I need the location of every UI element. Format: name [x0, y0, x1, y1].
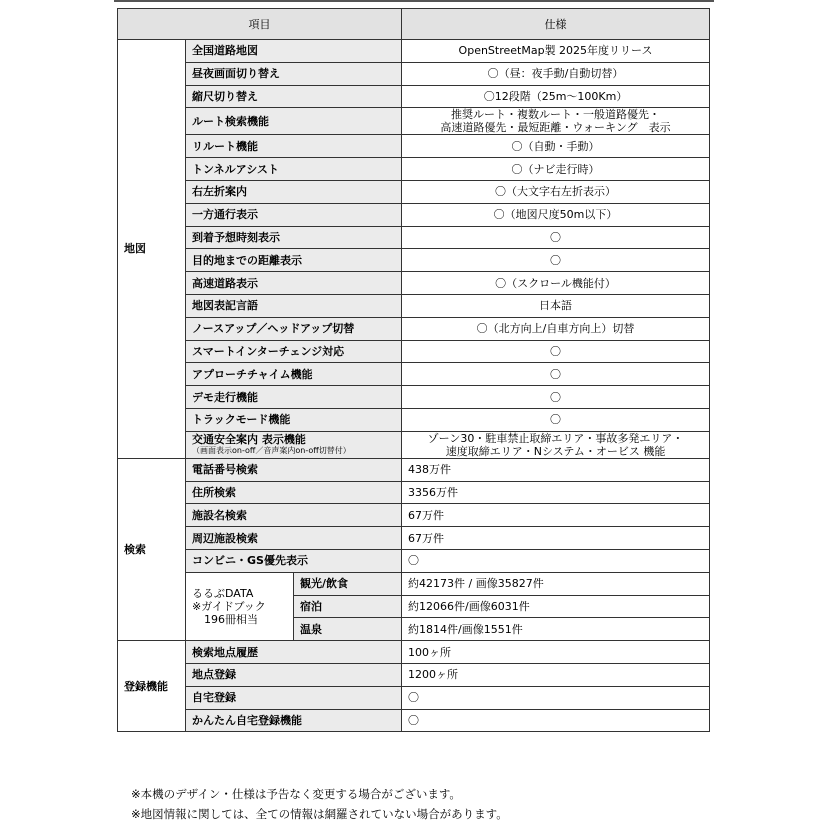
spec-value: 約42173件 / 画像35827件: [402, 572, 710, 595]
table-row: [118, 62, 710, 85]
spec-value: 〇12段階（25m～100Km）: [402, 85, 710, 108]
item-label: スマートインターチェンジ対応: [186, 340, 402, 363]
item-label: ノースアップ／ヘッドアップ切替: [186, 317, 402, 340]
spec-value: OpenStreetMap製 2025年度リリース: [402, 40, 710, 63]
table-row: [118, 108, 710, 135]
table-row: [118, 527, 710, 550]
sub-item-label: 観光/飲食: [294, 572, 402, 595]
item-label: トラックモード機能: [186, 408, 402, 431]
rurubu-line: るるぶDATA: [192, 586, 254, 600]
table-row: [118, 504, 710, 527]
item-label: トンネルアシスト: [186, 158, 402, 181]
table-row: [118, 386, 710, 409]
spec-value: 67万件: [402, 527, 710, 550]
table-row: [118, 158, 710, 181]
spec-value-line: 高速道路優先・最短距離・ウォーキング 表示: [440, 121, 671, 135]
rurubu-line: ※ガイドブック: [192, 599, 266, 613]
spec-value: 〇: [402, 340, 710, 363]
spec-value: 〇（地図尺度50m以下）: [402, 203, 710, 226]
item-label: デモ走行機能: [186, 386, 402, 409]
item-label: 住所検索: [186, 481, 402, 504]
spec-value: 〇（北方向上/自車方向上）切替: [402, 317, 710, 340]
table-row: [118, 340, 710, 363]
table-row: [118, 226, 710, 249]
spec-value-line: ゾーン30・駐車禁止取締エリア・事故多発エリア・: [427, 431, 684, 445]
item-label: 縮尺切り替え: [186, 85, 402, 108]
item-label-note: （画面表示on-off／音声案内on-off切替付）: [192, 446, 351, 456]
item-label: 到着予想時刻表示: [186, 226, 402, 249]
table-row: [118, 363, 710, 386]
top-rule: [114, 0, 714, 2]
spec-value: 〇（昼：夜手動/自動切替）: [402, 62, 710, 85]
spec-value: 〇（大文字右左折表示）: [402, 180, 710, 203]
spec-value: 〇（スクロール機能付）: [402, 272, 710, 295]
item-label: 地点登録: [186, 663, 402, 686]
item-label: 自宅登録: [186, 686, 402, 709]
item-label: 高速道路表示: [186, 272, 402, 295]
item-label: 周辺施設検索: [186, 527, 402, 550]
item-label: 施設名検索: [186, 504, 402, 527]
item-label: 目的地までの距離表示: [186, 249, 402, 272]
table-row: [118, 572, 710, 595]
spec-value: 〇: [402, 408, 710, 431]
item-label: 一方通行表示: [186, 203, 402, 226]
table-row: [118, 709, 710, 732]
spec-value: 〇（自動・手動）: [402, 135, 710, 158]
item-label: コンビニ・GS優先表示: [186, 549, 402, 572]
table-header-row: [118, 9, 710, 40]
spec-value: 67万件: [402, 504, 710, 527]
spec-value: 約1814件/画像1551件: [402, 618, 710, 641]
item-label: 電話番号検索: [186, 458, 402, 481]
spec-value-line: 推奨ルート・複数ルート・一般道路優先・: [451, 108, 661, 122]
table-row: [118, 135, 710, 158]
item-label: かんたん自宅登録機能: [186, 709, 402, 732]
item-label: [186, 431, 402, 458]
spec-value: 〇（ナビ走行時）: [402, 158, 710, 181]
rurubu-label: [186, 572, 294, 640]
table-row: [118, 458, 710, 481]
category-map: 地図: [118, 40, 186, 459]
sub-item-label: 宿泊: [294, 595, 402, 618]
spec-value: 3356万件: [402, 481, 710, 504]
spec-value: 約12066件/画像6031件: [402, 595, 710, 618]
table-row: [118, 294, 710, 317]
item-label: 検索地点履歴: [186, 641, 402, 664]
header-spec: 仕様: [402, 9, 710, 40]
spec-table: [117, 8, 710, 732]
spec-value: 〇: [402, 709, 710, 732]
table-row: [118, 549, 710, 572]
item-label: ルート検索機能: [186, 108, 402, 135]
spec-value: 〇: [402, 386, 710, 409]
footnotes: [131, 784, 508, 824]
spec-value: 1200ヶ所: [402, 663, 710, 686]
item-label: 地図表記言語: [186, 294, 402, 317]
spec-value: 〇: [402, 226, 710, 249]
item-label: リルート機能: [186, 135, 402, 158]
table-row: [118, 249, 710, 272]
category-register: 登録機能: [118, 641, 186, 732]
rurubu-line: 196冊相当: [204, 612, 258, 626]
table-row: [118, 40, 710, 63]
spec-value-line: 速度取締エリア・Nシステム・オービス 機能: [445, 444, 666, 458]
item-label-main: 交通安全案内 表示機能: [192, 433, 306, 447]
header-item: 項目: [118, 9, 402, 40]
table-row: [118, 317, 710, 340]
spec-value: 〇: [402, 249, 710, 272]
table-row: [118, 686, 710, 709]
table-row: [118, 85, 710, 108]
table-row: [118, 431, 710, 458]
item-label: 右左折案内: [186, 180, 402, 203]
spec-value: 日本語: [402, 294, 710, 317]
table-row: [118, 641, 710, 664]
table-row: [118, 180, 710, 203]
footnote: ※本機のデザイン・仕様は予告なく変更する場合がございます。: [131, 787, 461, 801]
spec-value: 〇: [402, 363, 710, 386]
spec-value: 100ヶ所: [402, 641, 710, 664]
item-label: 全国道路地図: [186, 40, 402, 63]
table-row: [118, 481, 710, 504]
spec-value: 〇: [402, 686, 710, 709]
footnote: ※地図情報に関しては、全ての情報は網羅されていない場合があります。: [131, 807, 508, 821]
item-label: 昼夜画面切り替え: [186, 62, 402, 85]
spec-value: [402, 108, 710, 135]
spec-value: 438万件: [402, 458, 710, 481]
spec-value: 〇: [402, 549, 710, 572]
table-row: [118, 203, 710, 226]
category-search: 検索: [118, 458, 186, 640]
sub-item-label: 温泉: [294, 618, 402, 641]
spec-value: [402, 431, 710, 458]
table-row: [118, 272, 710, 295]
table-row: [118, 663, 710, 686]
table-row: [118, 408, 710, 431]
item-label: アプローチチャイム機能: [186, 363, 402, 386]
